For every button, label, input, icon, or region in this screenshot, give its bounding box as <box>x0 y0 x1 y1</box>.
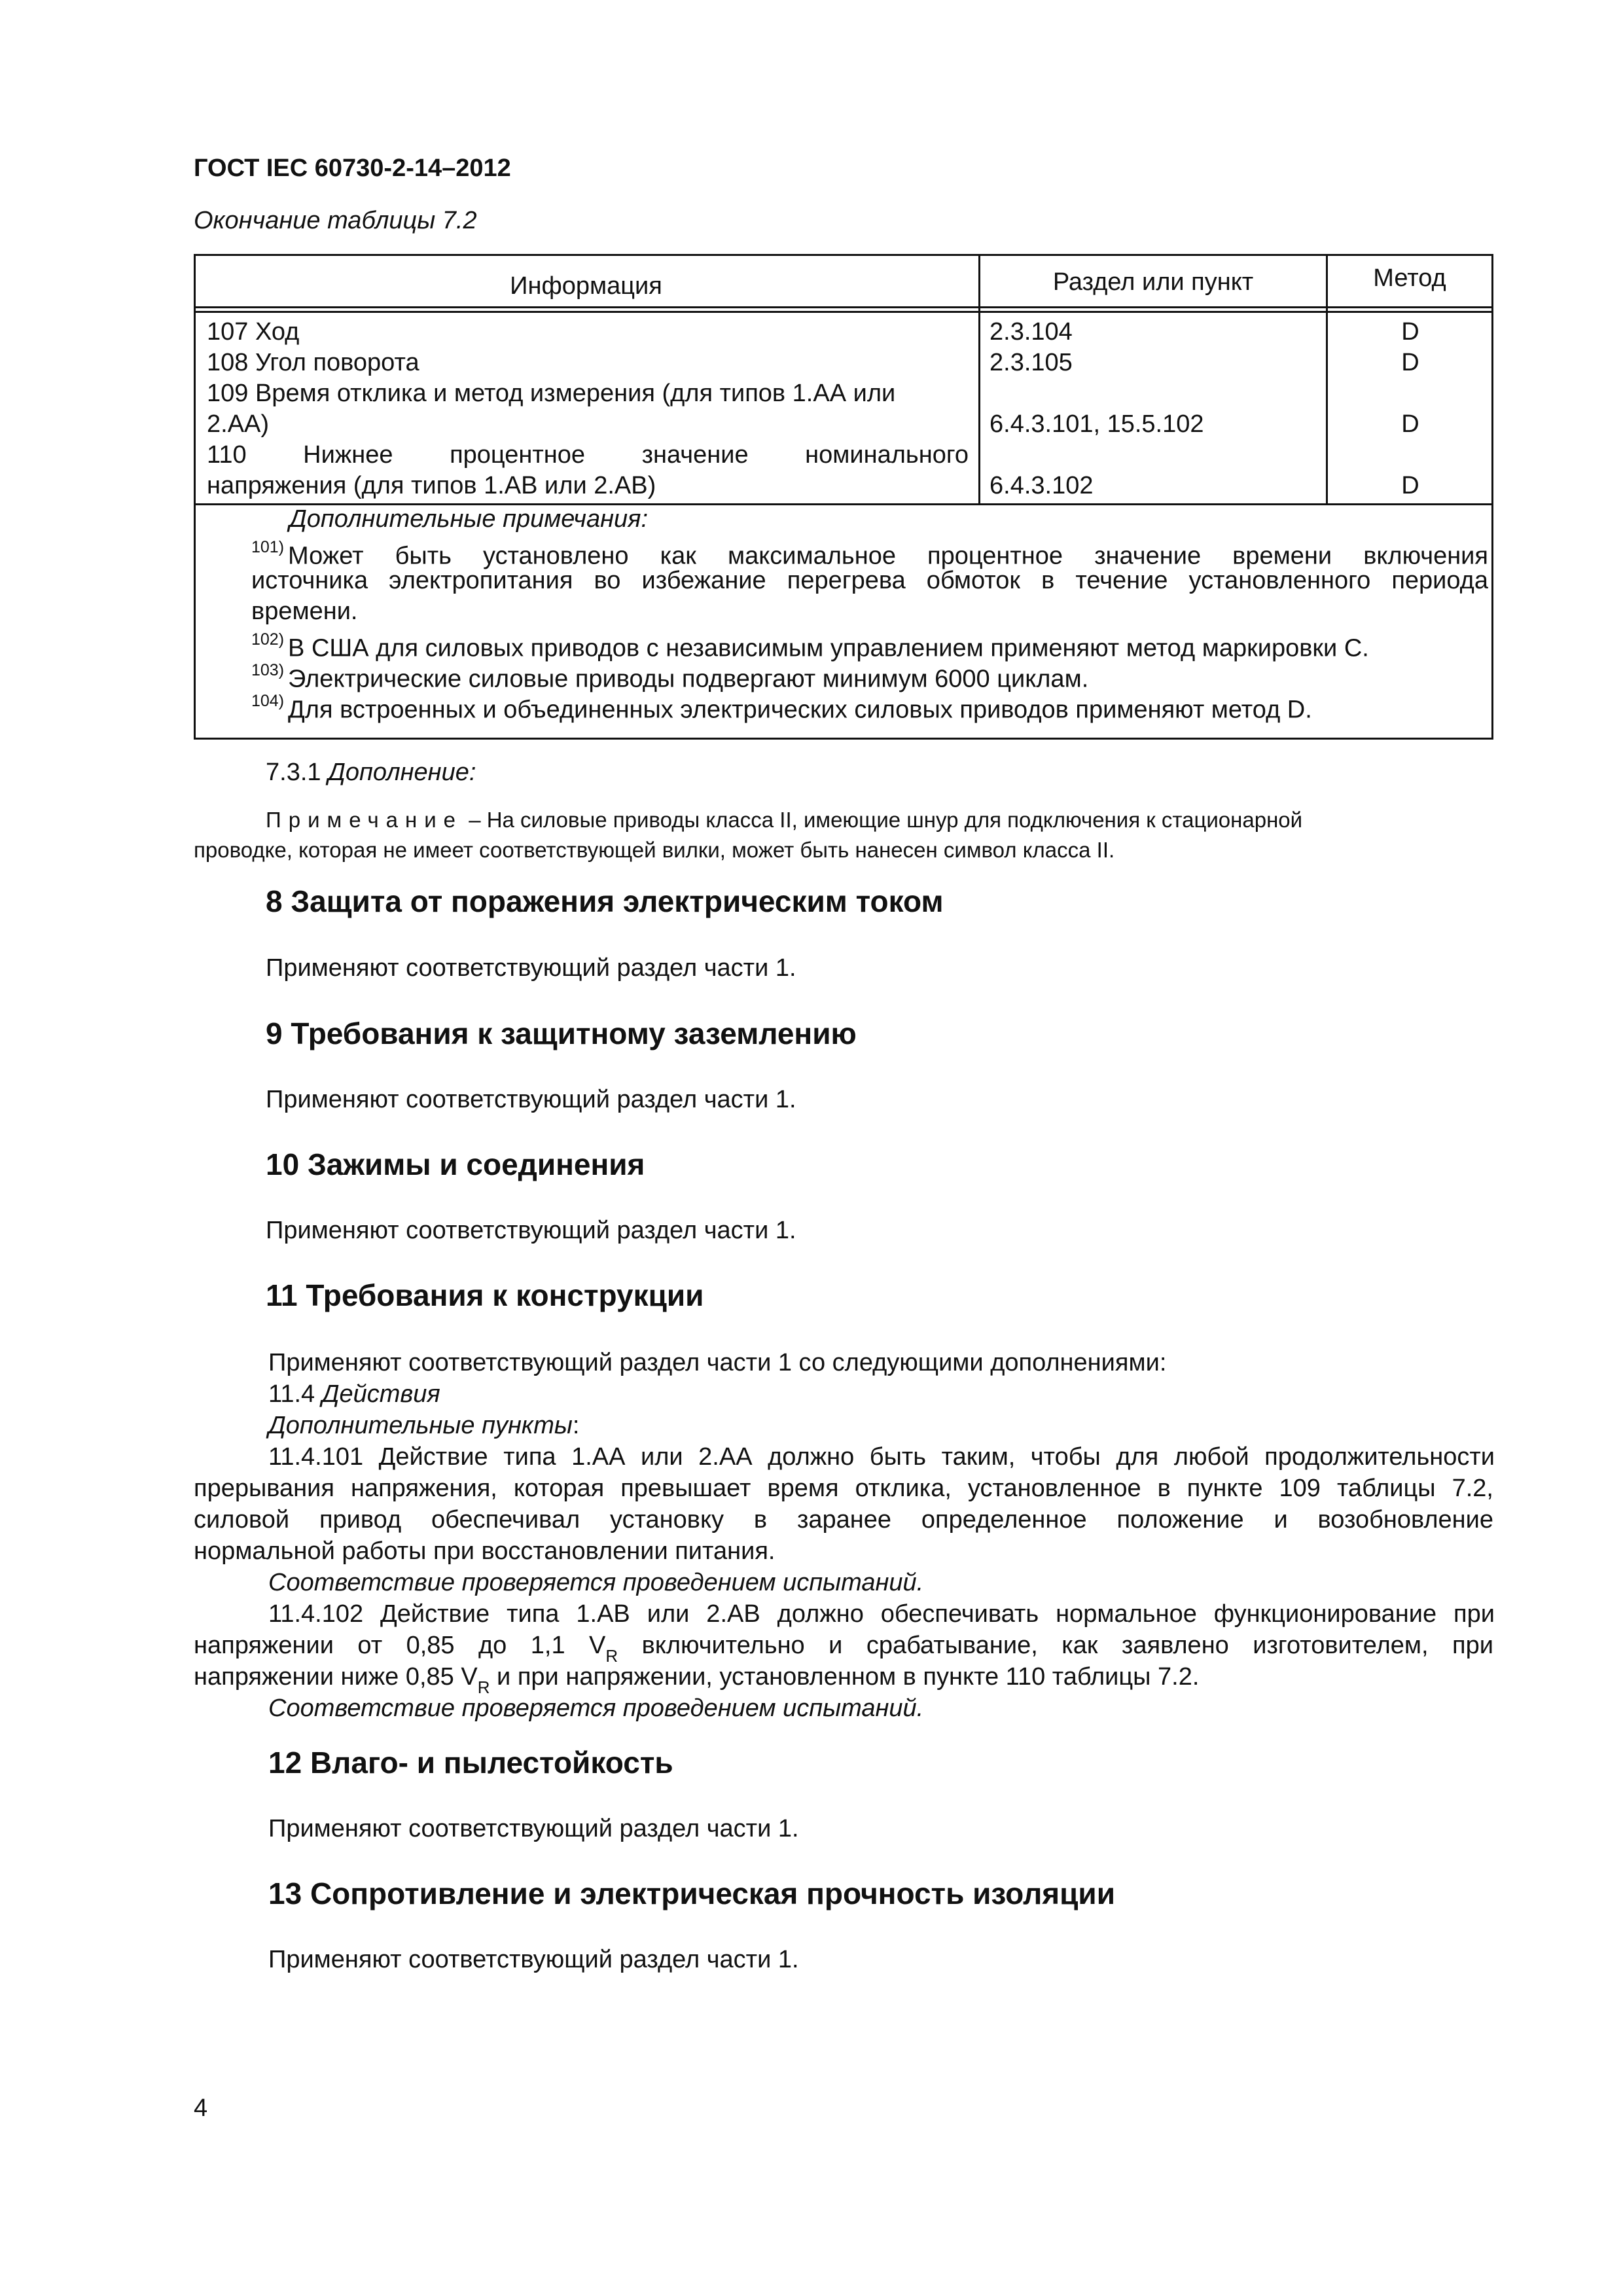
note-text-line1: – На силовые приводы класса II, имеющие шнур для подключения к стационарной <box>469 808 1303 832</box>
page-number: 4 <box>194 2094 208 2122</box>
row-109-method: D <box>1401 410 1419 438</box>
clause-11-4-101-line2: прерывания напряжения, которая превышает время отклика, установленное в пункте 109 таблицы 7.2, <box>194 1475 1493 1502</box>
clause-11-4-number: 11.4 <box>268 1380 315 1408</box>
note-101-line3: времени. <box>251 598 358 625</box>
col-header-method: Метод <box>1373 264 1446 292</box>
row-107-info: 107 Ход <box>207 318 300 346</box>
table-header-rule-2 <box>194 311 1493 313</box>
section-10-heading: 10 Зажимы и соединения <box>266 1147 645 1181</box>
clause-11-4-102-line1: 11.4.102 Действие типа 1.АВ или 2.АВ должно обеспечивать нормальное функционирование при <box>268 1600 1495 1628</box>
clause-11-4-101-line3: силовой привод обеспечивал установку в заранее определенное положение и возобновление <box>194 1506 1493 1534</box>
table-7-2 <box>194 254 1493 740</box>
note-104 <box>251 689 1488 726</box>
row-110-method: D <box>1401 472 1419 499</box>
clause-11-4 <box>268 1378 440 1410</box>
row-110-info-line2: напряжения (для типов 1.АВ или 2.АВ) <box>207 472 656 499</box>
notes-title: Дополнительные примечания: <box>289 505 649 533</box>
row-108-section: 2.3.105 <box>990 349 1073 376</box>
compliance-note-2: Соответствие проверяется проведением испытаний. <box>268 1695 924 1722</box>
compliance-note-1: Соответствие проверяется проведением испытаний. <box>268 1569 924 1596</box>
clause-11-4-102-line2-b: включительно и срабатывание, как заявлено изготовителем, при <box>618 1632 1493 1659</box>
note-104-text: Для встроенных и объединенных электрических силовых приводов применяют метод D. <box>288 696 1312 724</box>
additional-items-text: Дополнительные пункты <box>268 1412 573 1439</box>
row-109-info-line1: 109 Время отклика и метод измерения (для типов 1.АА или <box>207 380 896 407</box>
row-110-info-line1: 110 Нижнее процентное значение номинального <box>207 441 969 469</box>
row-109-section: 6.4.3.101, 15.5.102 <box>990 410 1204 438</box>
section-8-heading: 8 Защита от поражения электрическим током <box>266 884 944 918</box>
clause-11-4-102-line2-a: напряжении от 0,85 до 1,1 V <box>194 1632 606 1659</box>
additional-items-colon: : <box>572 1412 580 1439</box>
note-block-line2: проводке, которая не имеет соответствующей вилки, может быть нанесен символ класса II. <box>194 838 1115 862</box>
clause-11-4-title: Действия <box>321 1380 440 1408</box>
section-12-heading: 12 Влаго- и пылестойкость <box>268 1746 673 1780</box>
note-101-number: 101) <box>251 538 285 556</box>
section-9-heading: 9 Требования к защитному заземлению <box>266 1016 857 1050</box>
section-10-text: Применяют соответствующий раздел части 1. <box>266 1217 796 1244</box>
note-label: Примечание <box>266 808 463 832</box>
row-107-method: D <box>1401 318 1419 346</box>
clause-11-4-102-line3-a: напряжении ниже 0,85 V <box>194 1663 478 1691</box>
row-108-info: 108 Угол поворота <box>207 349 419 376</box>
clause-11-4-101-line4: нормальной работы при восстановлении питания. <box>194 1537 776 1565</box>
vr-subscript: R <box>605 1645 618 1666</box>
clause-7-3-1-number: 7.3.1 <box>266 759 321 786</box>
note-101-line2: источника электропитания во избежание перегрева обмоток в течение установленного периода <box>251 567 1488 594</box>
additional-items-label <box>268 1410 579 1441</box>
section-11-heading: 11 Требования к конструкции <box>266 1278 704 1312</box>
section-12-text: Применяют соответствующий раздел части 1. <box>268 1815 799 1842</box>
section-11-intro: Применяют соответствующий раздел части 1 со следующими дополнениями: <box>268 1349 1167 1376</box>
clause-11-4-102-line3-b: и при напряжении, установленном в пункте 110 таблицы 7.2. <box>490 1663 1200 1691</box>
row-109-info-line2: 2.АА) <box>207 410 270 438</box>
row-110-section: 6.4.3.102 <box>990 472 1094 499</box>
vr-subscript-2: R <box>477 1677 490 1697</box>
section-13-heading: 13 Сопротивление и электрическая прочность изоляции <box>268 1876 1115 1910</box>
section-13-text: Применяют соответствующий раздел части 1. <box>268 1946 799 1973</box>
clause-11-4-101-line1: 11.4.101 Действие типа 1.АА или 2.АА должно быть таким, чтобы для любой продолжительности <box>268 1443 1495 1471</box>
section-9-text: Применяют соответствующий раздел части 1. <box>266 1086 796 1113</box>
row-107-section: 2.3.104 <box>990 318 1073 346</box>
table-caption: Окончание таблицы 7.2 <box>194 207 477 234</box>
document-header: ГОСТ IEC 60730-2-14–2012 <box>194 154 511 182</box>
note-103-number: 103) <box>251 661 285 679</box>
note-103-text: Электрические силовые приводы подвергают минимум 6000 циклам. <box>288 665 1089 693</box>
note-102-number: 102) <box>251 630 285 649</box>
note-104-number: 104) <box>251 692 285 710</box>
section-8-text: Применяют соответствующий раздел части 1. <box>266 954 796 982</box>
note-101-text: Может быть установлено как максимальное процентное значение времени включения <box>288 542 1488 570</box>
note-block-line1 <box>266 805 1493 835</box>
col-header-section: Раздел или пункт <box>1052 268 1254 296</box>
clause-7-3-1 <box>266 757 476 788</box>
row-108-method: D <box>1401 349 1419 376</box>
note-102-text: В США для силовых приводов с независимым управлением применяют метод маркировки С. <box>288 634 1369 662</box>
table-header-rule <box>194 306 1493 308</box>
clause-7-3-1-title: Дополнение: <box>328 759 476 786</box>
col-header-info: Информация <box>510 272 662 300</box>
